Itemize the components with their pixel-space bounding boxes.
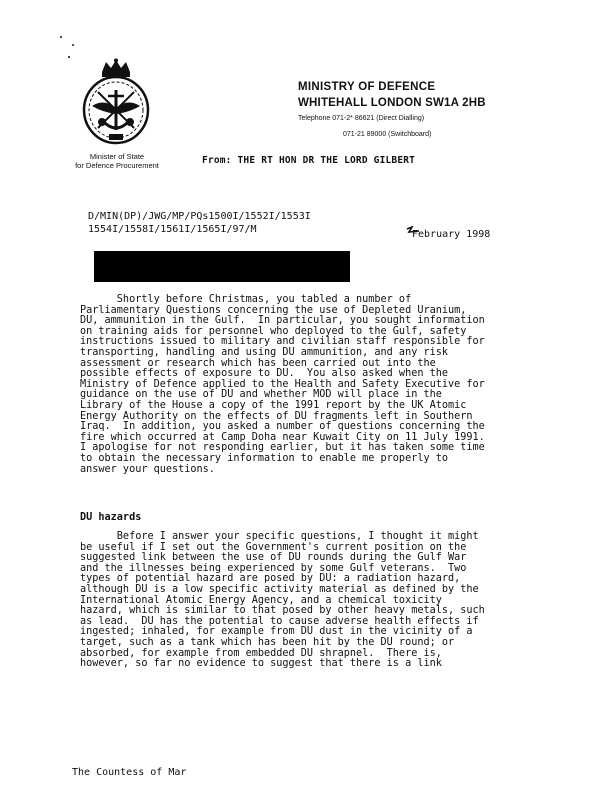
minister-office bbox=[52, 152, 182, 170]
text-line: be useful if I set out the Government's current position on the bbox=[80, 541, 467, 553]
text-line: Library of the House a copy of the 1991 report by the UK Atomic bbox=[80, 399, 467, 411]
text-line: although DU is a low specific activity material as defined by the bbox=[80, 583, 479, 595]
text-line: however, so far no evidence to suggest that there is a link bbox=[80, 658, 442, 670]
reference-line-1: D/MIN(DP)/JWG/MP/PQs1500I/1552I/1553I bbox=[88, 211, 311, 222]
scan-speck bbox=[60, 36, 62, 38]
letter-date: February 1998 bbox=[412, 229, 491, 240]
text-line: possible effects of exposure to DU. You also asked when the bbox=[80, 368, 449, 380]
paragraph-du-hazards bbox=[80, 532, 560, 670]
office-line-2: for Defence Procurement bbox=[75, 161, 159, 170]
telephone-direct: Telephone 071-2* 86621 (Direct Dialling) bbox=[298, 115, 425, 122]
text-line: Parliamentary Questions concerning the use of Depleted Uranium, bbox=[80, 304, 467, 316]
text-line: answer your questions. bbox=[80, 463, 215, 475]
text-line: Before I answer your specific questions, I thought it might bbox=[80, 531, 479, 542]
text-line: fire which occurred at Camp Doha near Kuwait City on 11 July 1991. bbox=[80, 431, 485, 443]
text-line: Iraq. In addition, you asked a number of questions concerning the bbox=[80, 421, 485, 433]
text-line: instructions issued to military and civilian staff responsible for bbox=[80, 336, 485, 348]
text-line: Energy Authority on the effects of DU fragments left in Southern bbox=[80, 410, 473, 422]
redacted-salutation bbox=[94, 251, 350, 282]
ministry-name: MINISTRY OF DEFENCE bbox=[298, 81, 436, 93]
text-line: to obtain the necessary information to enable me properly to bbox=[80, 452, 449, 464]
text-line: types of potential hazard are posed by DU: a radiation hazard, bbox=[80, 573, 461, 585]
text-line: absorbed, for example from embedded DU shrapnel. There is, bbox=[80, 647, 442, 659]
text-line: DU, ammunition in the Gulf. In particular, you sought information bbox=[80, 315, 485, 327]
section-heading: DU hazards bbox=[80, 512, 142, 523]
text-line: and the illnesses being experienced by some Gulf veterans. Two bbox=[80, 562, 467, 574]
scan-speck bbox=[68, 56, 70, 58]
text-line: suggested link between the use of DU rounds during the Gulf War bbox=[80, 552, 467, 564]
text-line: guidance on the use of DU and whether MOD will place in the bbox=[80, 389, 442, 401]
addressee-footer: The Countess of Mar bbox=[72, 767, 187, 778]
text-line: hazard, which is similar to that posed by other heavy metals, such bbox=[80, 605, 485, 617]
reference-line-2: 1554I/1558I/1561I/1565I/97/M bbox=[88, 224, 257, 235]
text-line: assessment or research which has been carried out into the bbox=[80, 357, 436, 369]
text-line: ingested; inhaled, for example from DU dust in the vicinity of a bbox=[80, 626, 473, 638]
text-line: Ministry of Defence applied to the Health and Safety Executive for bbox=[80, 378, 485, 390]
office-line-1: Minister of State bbox=[89, 152, 145, 161]
telephone-switchboard: 071-21 89000 (Switchboard) bbox=[343, 131, 432, 138]
text-line: target, such as a tank which has been hit by the DU round; or bbox=[80, 636, 455, 648]
text-line: International Atomic Energy Agency, and a chemical toxicity bbox=[80, 594, 442, 606]
ministry-address: WHITEHALL LONDON SW1A 2HB bbox=[298, 97, 486, 109]
ministry-crest-icon bbox=[78, 58, 154, 150]
text-line: as lead. DU has the potential to cause adverse health effects if bbox=[80, 615, 479, 627]
paragraph-intro bbox=[80, 295, 560, 475]
text-line: transporting, handling and using DU ammunition, and any risk bbox=[80, 346, 449, 358]
text-line: I apologise for not responding earlier, but it has taken some time bbox=[80, 442, 485, 454]
scan-speck bbox=[72, 44, 74, 46]
text-line: Shortly before Christmas, you tabled a number of bbox=[80, 294, 412, 305]
text-line: on training aids for personnel who deployed to the Gulf, safety bbox=[80, 325, 467, 337]
sender-line: From: THE RT HON DR THE LORD GILBERT bbox=[202, 155, 416, 166]
